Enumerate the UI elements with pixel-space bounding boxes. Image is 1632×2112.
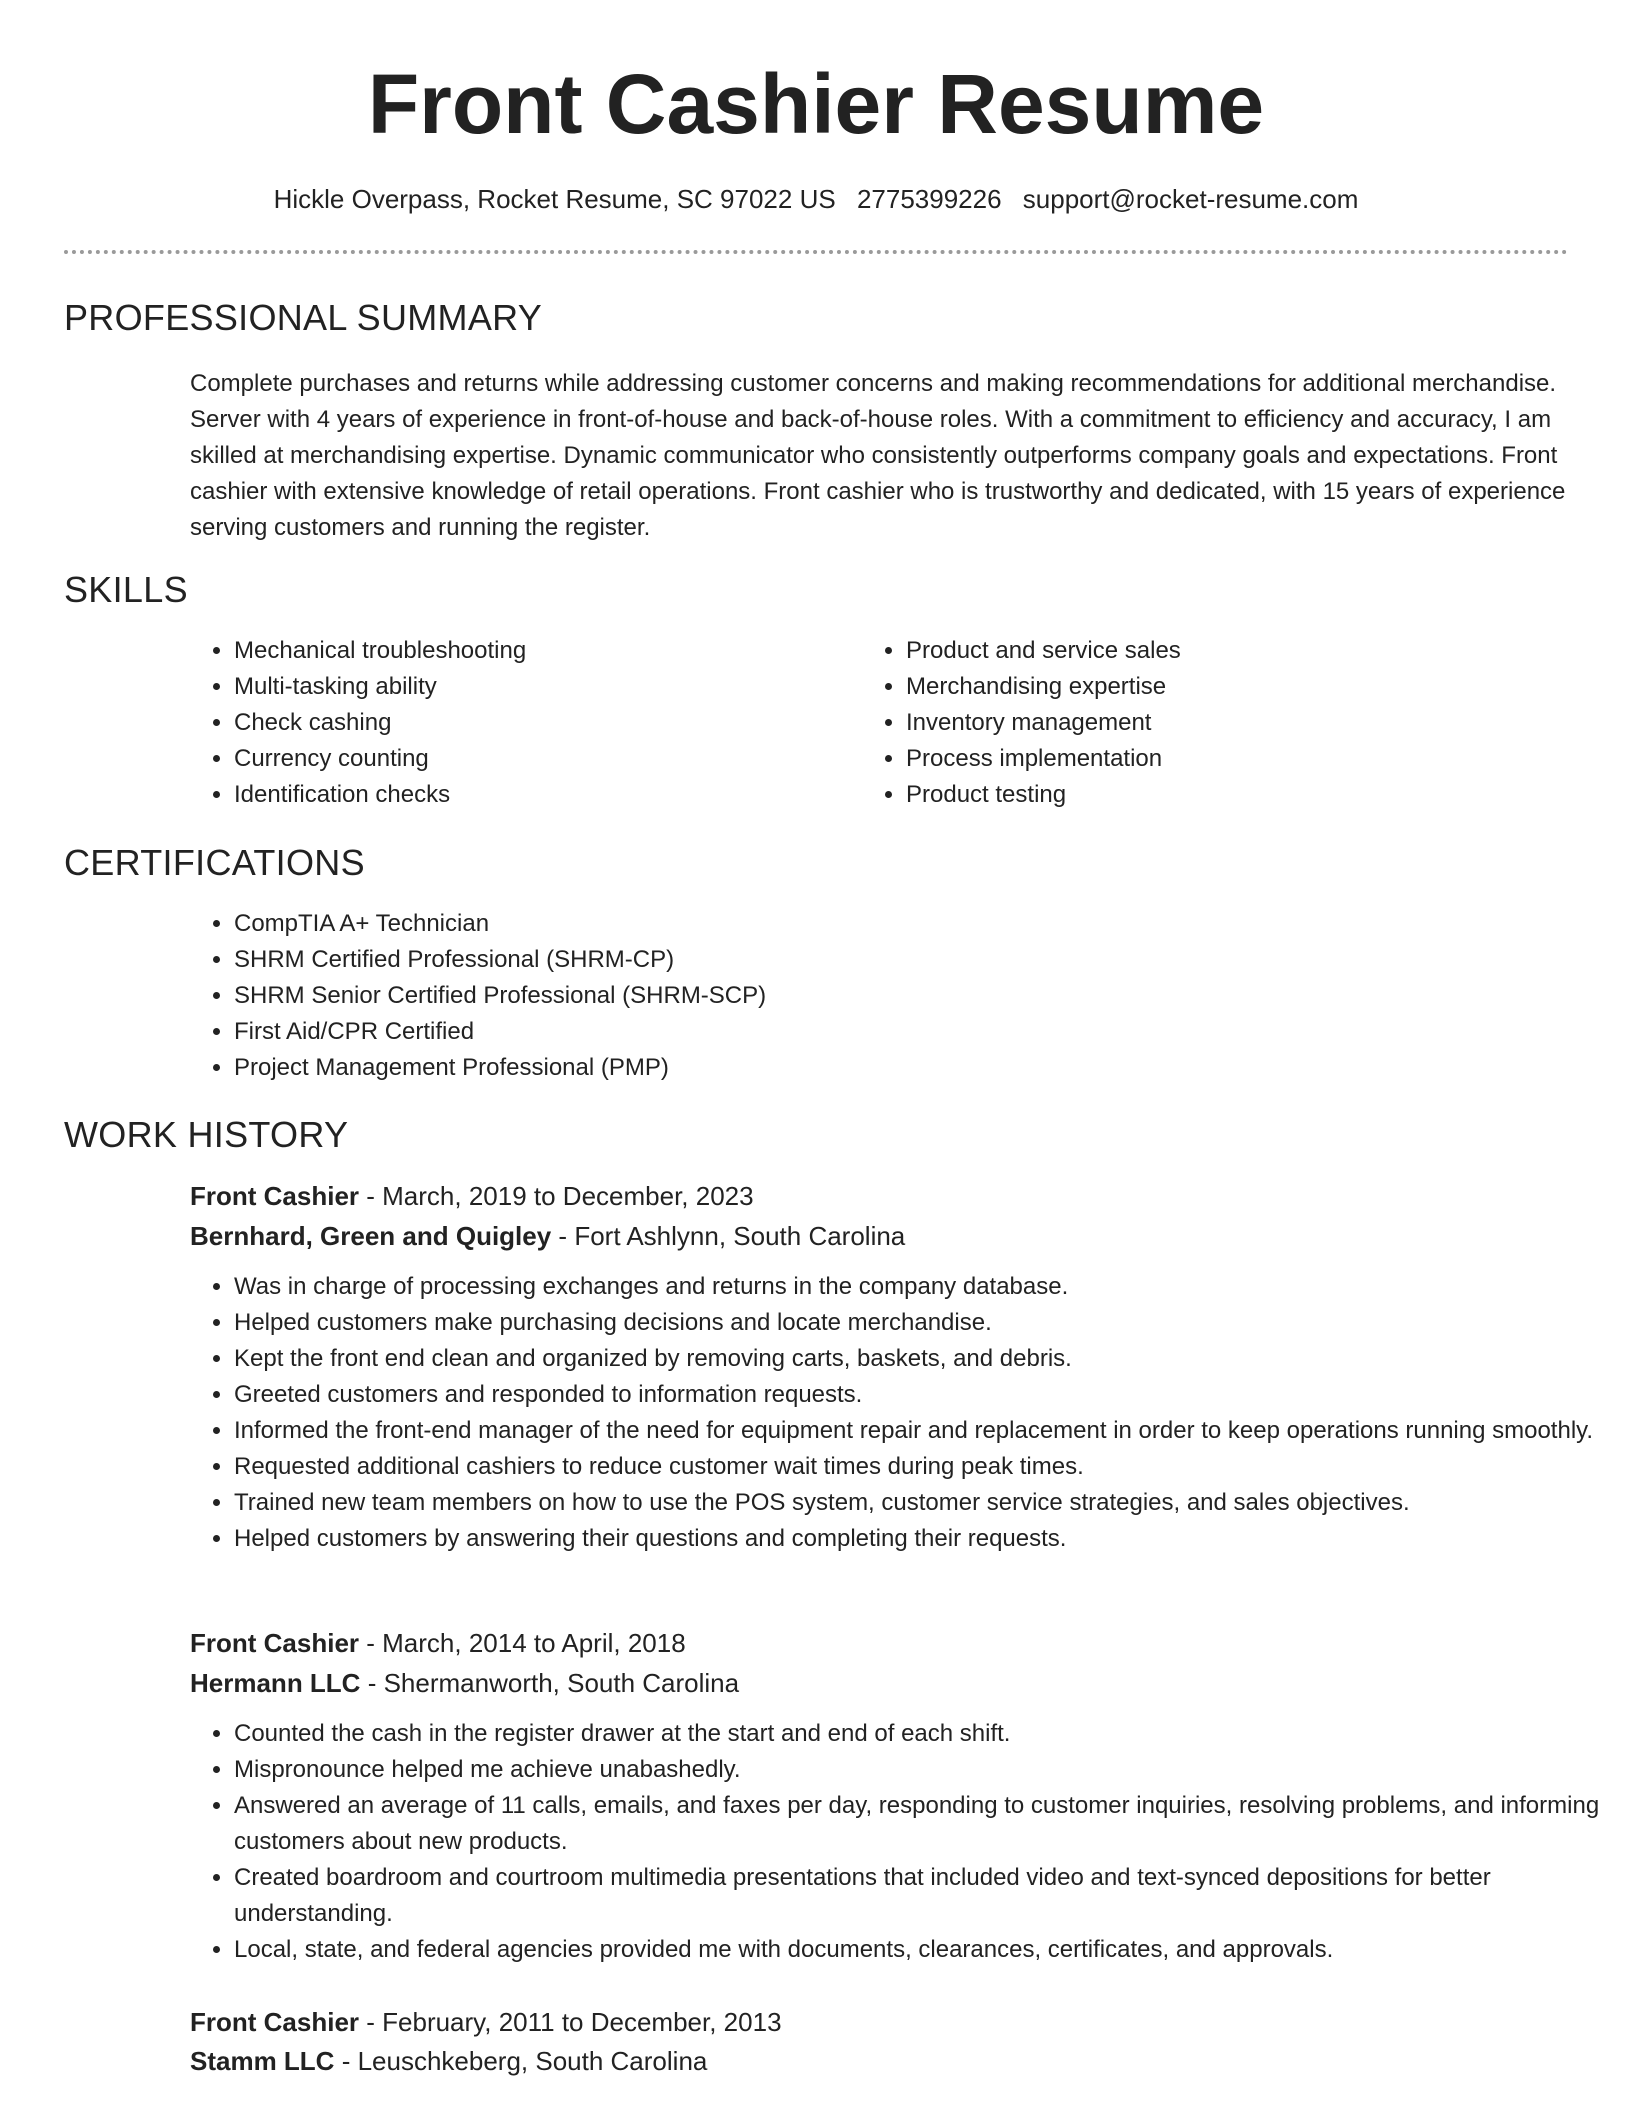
job-role: Front Cashier (190, 1181, 360, 1211)
certification-item: • SHRM Certified Professional (SHRM-CP) (234, 942, 1434, 978)
resume-title: Front Cashier Resume (367, 57, 1265, 151)
job-duty-item: • Mispronounce helped me achieve unabashedly. (234, 1752, 1614, 1788)
job-role: Front Cashier (190, 1628, 360, 1658)
job-duties-list (190, 1269, 1614, 1557)
job-title-line: Front Cashier - March, 2019 to December, 2023 (190, 1181, 754, 1211)
work-history-heading: WORK HISTORY (64, 1114, 349, 1155)
job-duty-item: • Helped customers make purchasing decisions and locate merchandise. (234, 1305, 1614, 1341)
job-location: Shermanworth, South Carolina (383, 1668, 740, 1698)
job-role: Front Cashier (190, 2007, 360, 2037)
certification-item: • CompTIA A+ Technician (234, 906, 1434, 942)
skill-item: • Mechanical troubleshooting (234, 633, 834, 669)
summary-heading: PROFESSIONAL SUMMARY (64, 297, 543, 338)
skill-item: • Multi-tasking ability (234, 669, 834, 705)
phone-text: 2775399226 (856, 184, 1002, 214)
skill-item: • Currency counting (234, 741, 834, 777)
job-company-line: Hermann LLC - Shermanworth, South Carolina (190, 1668, 740, 1698)
job-location: Fort Ashlynn, South Carolina (574, 1221, 906, 1251)
job-dates: March, 2014 to April, 2018 (382, 1628, 686, 1658)
job-duty-item: • Helped customers by answering their questions and completing their requests. (234, 1521, 1614, 1557)
job-dates: February, 2011 to December, 2013 (382, 2007, 782, 2037)
job-duty-item: • Greeted customers and responded to information requests. (234, 1377, 1614, 1413)
summary-text: Complete purchases and returns while addressing customer concerns and making recommendations for additional merchandise. Server with 4 years of experience in front-of-house and back-of-house roles. With a commitment to efficiency and accuracy, I am skilled at merchandising expertise. Dynamic communicator who consistently outperforms company goals and expectations. Front cashier with extensive knowledge of retail operations. Front cashier who is trustworthy and dedicated, with 15 years of experience serving customers and running the register. (190, 370, 1566, 541)
job-company: Hermann LLC (190, 1668, 361, 1698)
job-duty-item: • Created boardroom and courtroom multimedia presentations that included video and text-synced depositions for better understanding. (234, 1860, 1614, 1932)
job-location: Leuschkeberg, South Carolina (357, 2046, 708, 2076)
skill-item: • Process implementation (906, 741, 1506, 777)
skill-item: • Identification checks (234, 777, 834, 813)
email-text: support@rocket-resume.com (1022, 184, 1359, 214)
job-dates: March, 2019 to December, 2023 (382, 1181, 754, 1211)
skills-heading: SKILLS (64, 569, 188, 610)
skills-list-right (862, 633, 1506, 813)
job-duty-item: • Was in charge of processing exchanges and returns in the company database. (234, 1269, 1614, 1305)
job-duty-item: • Trained new team members on how to use the POS system, customer service strategies, and sales objectives. (234, 1485, 1614, 1521)
job-duty-item: • Answered an average of 11 calls, emails, and faxes per day, responding to customer inquiries, resolving problems, and informing customers about new products. (234, 1788, 1614, 1860)
certifications-list (190, 906, 1434, 1086)
job-company-line: Stamm LLC - Leuschkeberg, South Carolina (190, 2046, 708, 2076)
skills-list-left (190, 633, 834, 813)
skill-item: • Inventory management (906, 705, 1506, 741)
job-company-line: Bernhard, Green and Quigley - Fort Ashlynn, South Carolina (190, 1221, 906, 1251)
certification-item: • SHRM Senior Certified Professional (SHRM-SCP) (234, 978, 1434, 1014)
contact-line (0, 182, 1632, 216)
job-duty-item: • Local, state, and federal agencies provided me with documents, clearances, certificates, and approvals. (234, 1932, 1614, 1968)
skill-item: • Check cashing (234, 705, 834, 741)
skill-item: • Product testing (906, 777, 1506, 813)
header-divider (64, 250, 1568, 254)
job-title-line: Front Cashier - March, 2014 to April, 2018 (190, 1628, 686, 1658)
job-duty-item: • Informed the front-end manager of the need for equipment repair and replacement in order to keep operations running smoothly. (234, 1413, 1614, 1449)
address-text: Hickle Overpass, Rocket Resume, SC 97022 US (273, 184, 836, 214)
skill-item: • Merchandising expertise (906, 669, 1506, 705)
job-title-line: Front Cashier - February, 2011 to December, 2013 (190, 2007, 782, 2037)
job-duty-item: • Counted the cash in the register drawer at the start and end of each shift. (234, 1716, 1614, 1752)
certification-item: • First Aid/CPR Certified (234, 1014, 1434, 1050)
certification-item: • Project Management Professional (PMP) (234, 1050, 1434, 1086)
job-duty-item: • Kept the front end clean and organized by removing carts, baskets, and debris. (234, 1341, 1614, 1377)
job-company: Stamm LLC (190, 2046, 335, 2076)
job-duties-list (190, 1716, 1614, 1968)
certifications-heading: CERTIFICATIONS (64, 842, 365, 883)
job-company: Bernhard, Green and Quigley (190, 1221, 552, 1251)
skill-item: • Product and service sales (906, 633, 1506, 669)
job-duty-item: • Requested additional cashiers to reduce customer wait times during peak times. (234, 1449, 1614, 1485)
